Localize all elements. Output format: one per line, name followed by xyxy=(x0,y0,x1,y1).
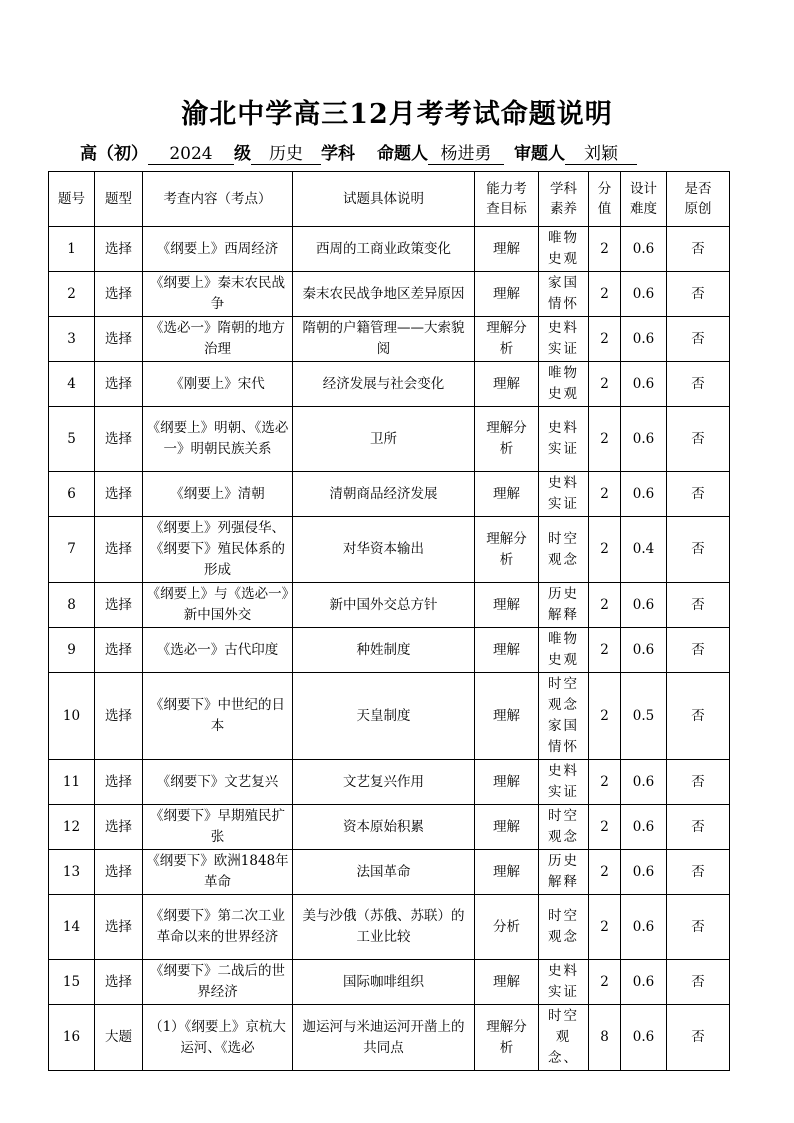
cell-no: 10 xyxy=(49,673,95,760)
cell-difficulty: 0.6 xyxy=(621,760,667,805)
table-row xyxy=(49,517,730,583)
cell-desc: 清朝商品经济发展 xyxy=(293,472,475,517)
cell-original: 否 xyxy=(667,583,730,628)
reviewer-field: 刘颖 xyxy=(565,139,637,165)
cell-type: 选择 xyxy=(95,472,143,517)
cell-content: 《纲要上》与《选必一》新中国外交 xyxy=(143,583,293,628)
cell-content: （1）《纲要上》京杭大运河、《选必 xyxy=(143,1005,293,1071)
header-difficulty: 设计难度 xyxy=(621,172,667,227)
cell-literacy: 史料实证 xyxy=(539,960,589,1005)
cell-score: 2 xyxy=(589,673,621,760)
cell-difficulty: 0.6 xyxy=(621,472,667,517)
table-row xyxy=(49,583,730,628)
cell-original: 否 xyxy=(667,960,730,1005)
cell-content: 《纲要下》第二次工业革命以来的世界经济 xyxy=(143,895,293,960)
cell-no: 12 xyxy=(49,805,95,850)
exam-meta-line xyxy=(80,139,740,165)
table-row xyxy=(49,472,730,517)
table-row xyxy=(49,317,730,362)
cell-type: 选择 xyxy=(95,673,143,760)
cell-score: 2 xyxy=(589,517,621,583)
cell-literacy: 唯物史观 xyxy=(539,227,589,272)
table-row xyxy=(49,1005,730,1071)
cell-desc: 天皇制度 xyxy=(293,673,475,760)
cell-type: 选择 xyxy=(95,227,143,272)
table-row xyxy=(49,895,730,960)
cell-literacy: 时空观念 xyxy=(539,895,589,960)
cell-original: 否 xyxy=(667,850,730,895)
cell-content: 《纲要上》列强侵华、《纲要下》殖民体系的形成 xyxy=(143,517,293,583)
cell-original: 否 xyxy=(667,362,730,407)
cell-type: 选择 xyxy=(95,960,143,1005)
cell-type: 选择 xyxy=(95,317,143,362)
exam-spec-table xyxy=(48,171,730,1071)
cell-no: 7 xyxy=(49,517,95,583)
grade-suffix-label: 级 xyxy=(234,144,251,164)
cell-desc: 迦运河与米迪运河开凿上的共同点 xyxy=(293,1005,475,1071)
cell-original: 否 xyxy=(667,895,730,960)
table-row xyxy=(49,628,730,673)
cell-desc: 国际咖啡组织 xyxy=(293,960,475,1005)
header-no: 题号 xyxy=(49,172,95,227)
cell-difficulty: 0.6 xyxy=(621,362,667,407)
cell-content: 《选必一》古代印度 xyxy=(143,628,293,673)
cell-literacy: 时空观念、 xyxy=(539,1005,589,1071)
cell-literacy: 历史解释 xyxy=(539,850,589,895)
cell-ability: 分析 xyxy=(475,895,539,960)
cell-type: 选择 xyxy=(95,895,143,960)
cell-desc: 卫所 xyxy=(293,407,475,472)
cell-original: 否 xyxy=(667,805,730,850)
cell-no: 1 xyxy=(49,227,95,272)
cell-original: 否 xyxy=(667,760,730,805)
cell-literacy: 时空观念家国情怀 xyxy=(539,673,589,760)
cell-no: 6 xyxy=(49,472,95,517)
cell-type: 选择 xyxy=(95,407,143,472)
cell-difficulty: 0.6 xyxy=(621,850,667,895)
cell-content: 《纲要上》清朝 xyxy=(143,472,293,517)
cell-difficulty: 0.6 xyxy=(621,628,667,673)
cell-literacy: 时空观念 xyxy=(539,805,589,850)
cell-original: 否 xyxy=(667,407,730,472)
cell-literacy: 唯物史观 xyxy=(539,628,589,673)
cell-score: 2 xyxy=(589,583,621,628)
cell-difficulty: 0.4 xyxy=(621,517,667,583)
cell-type: 大题 xyxy=(95,1005,143,1071)
cell-score: 2 xyxy=(589,760,621,805)
header-content: 考查内容（考点） xyxy=(143,172,293,227)
cell-original: 否 xyxy=(667,227,730,272)
header-ability: 能力考查目标 xyxy=(475,172,539,227)
cell-difficulty: 0.6 xyxy=(621,960,667,1005)
cell-ability: 理解 xyxy=(475,272,539,317)
cell-ability: 理解分析 xyxy=(475,317,539,362)
cell-no: 11 xyxy=(49,760,95,805)
cell-literacy: 史料实证 xyxy=(539,760,589,805)
cell-ability: 理解 xyxy=(475,362,539,407)
cell-desc: 美与沙俄（苏俄、苏联）的工业比较 xyxy=(293,895,475,960)
cell-type: 选择 xyxy=(95,272,143,317)
cell-difficulty: 0.6 xyxy=(621,1005,667,1071)
header-type: 题型 xyxy=(95,172,143,227)
cell-desc: 法国革命 xyxy=(293,850,475,895)
table-header-row xyxy=(49,172,730,227)
cell-score: 2 xyxy=(589,472,621,517)
header-score: 分值 xyxy=(589,172,621,227)
cell-literacy: 历史解释 xyxy=(539,583,589,628)
cell-content: 《纲要上》秦末农民战争 xyxy=(143,272,293,317)
cell-literacy: 史料实证 xyxy=(539,317,589,362)
cell-original: 否 xyxy=(667,317,730,362)
cell-content: 《纲要上》明朝、《选必一》明朝民族关系 xyxy=(143,407,293,472)
table-row xyxy=(49,272,730,317)
table-row xyxy=(49,760,730,805)
cell-desc: 种姓制度 xyxy=(293,628,475,673)
cell-type: 选择 xyxy=(95,850,143,895)
author-field: 杨进勇 xyxy=(428,139,504,165)
cell-ability: 理解分析 xyxy=(475,517,539,583)
grade-year-field: 2024 xyxy=(148,144,234,165)
table-row xyxy=(49,407,730,472)
header-literacy: 学科素养 xyxy=(539,172,589,227)
cell-no: 9 xyxy=(49,628,95,673)
cell-score: 2 xyxy=(589,895,621,960)
cell-ability: 理解分析 xyxy=(475,407,539,472)
cell-desc: 资本原始积累 xyxy=(293,805,475,850)
cell-no: 2 xyxy=(49,272,95,317)
cell-original: 否 xyxy=(667,628,730,673)
cell-ability: 理解 xyxy=(475,472,539,517)
cell-difficulty: 0.6 xyxy=(621,805,667,850)
cell-ability: 理解 xyxy=(475,227,539,272)
cell-score: 2 xyxy=(589,960,621,1005)
cell-no: 13 xyxy=(49,850,95,895)
cell-ability: 理解 xyxy=(475,805,539,850)
cell-literacy: 家国情怀 xyxy=(539,272,589,317)
cell-no: 4 xyxy=(49,362,95,407)
cell-difficulty: 0.6 xyxy=(621,583,667,628)
cell-ability: 理解 xyxy=(475,673,539,760)
cell-score: 2 xyxy=(589,272,621,317)
cell-type: 选择 xyxy=(95,760,143,805)
cell-original: 否 xyxy=(667,673,730,760)
cell-ability: 理解 xyxy=(475,583,539,628)
cell-score: 2 xyxy=(589,850,621,895)
cell-literacy: 史料实证 xyxy=(539,472,589,517)
cell-difficulty: 0.5 xyxy=(621,673,667,760)
cell-original: 否 xyxy=(667,472,730,517)
cell-no: 3 xyxy=(49,317,95,362)
cell-original: 否 xyxy=(667,272,730,317)
table-row xyxy=(49,850,730,895)
cell-content: 《纲要下》二战后的世界经济 xyxy=(143,960,293,1005)
cell-ability: 理解分析 xyxy=(475,1005,539,1071)
table-row xyxy=(49,805,730,850)
table-row xyxy=(49,362,730,407)
cell-score: 2 xyxy=(589,407,621,472)
cell-type: 选择 xyxy=(95,362,143,407)
reviewer-label: 审题人 xyxy=(514,144,565,164)
cell-type: 选择 xyxy=(95,805,143,850)
table-row xyxy=(49,673,730,760)
cell-score: 8 xyxy=(589,1005,621,1071)
cell-no: 14 xyxy=(49,895,95,960)
cell-score: 2 xyxy=(589,362,621,407)
cell-literacy: 史料实证 xyxy=(539,407,589,472)
cell-content: 《纲要下》欧洲1848年革命 xyxy=(143,850,293,895)
subject-label: 学科 xyxy=(321,144,355,164)
cell-difficulty: 0.6 xyxy=(621,317,667,362)
cell-type: 选择 xyxy=(95,583,143,628)
cell-content: 《纲要上》西周经济 xyxy=(143,227,293,272)
cell-score: 2 xyxy=(589,317,621,362)
cell-score: 2 xyxy=(589,628,621,673)
cell-desc: 新中国外交总方针 xyxy=(293,583,475,628)
cell-desc: 隋朝的户籍管理——大索貌阅 xyxy=(293,317,475,362)
cell-content: 《纲要下》早期殖民扩张 xyxy=(143,805,293,850)
author-label: 命题人 xyxy=(377,144,428,164)
cell-original: 否 xyxy=(667,517,730,583)
cell-ability: 理解 xyxy=(475,628,539,673)
grade-prefix-label: 高（初） xyxy=(80,144,148,164)
cell-type: 选择 xyxy=(95,517,143,583)
cell-ability: 理解 xyxy=(475,960,539,1005)
cell-difficulty: 0.6 xyxy=(621,227,667,272)
cell-difficulty: 0.6 xyxy=(621,272,667,317)
table-row xyxy=(49,227,730,272)
header-desc: 试题具体说明 xyxy=(293,172,475,227)
header-original: 是否原创 xyxy=(667,172,730,227)
subject-field: 历史 xyxy=(251,139,321,165)
cell-ability: 理解 xyxy=(475,850,539,895)
cell-desc: 对华资本输出 xyxy=(293,517,475,583)
cell-content: 《纲要下》文艺复兴 xyxy=(143,760,293,805)
cell-original: 否 xyxy=(667,1005,730,1071)
cell-content: 《选必一》隋朝的地方治理 xyxy=(143,317,293,362)
cell-ability: 理解 xyxy=(475,760,539,805)
cell-type: 选择 xyxy=(95,628,143,673)
page-title: 渝北中学高三12月考考试命题说明 xyxy=(181,99,613,130)
cell-content: 《刚要上》宋代 xyxy=(143,362,293,407)
cell-no: 8 xyxy=(49,583,95,628)
cell-literacy: 唯物史观 xyxy=(539,362,589,407)
table-row xyxy=(49,960,730,1005)
cell-desc: 经济发展与社会变化 xyxy=(293,362,475,407)
cell-content: 《纲要下》中世纪的日本 xyxy=(143,673,293,760)
cell-desc: 文艺复兴作用 xyxy=(293,760,475,805)
cell-difficulty: 0.6 xyxy=(621,407,667,472)
cell-score: 2 xyxy=(589,805,621,850)
cell-no: 16 xyxy=(49,1005,95,1071)
cell-desc: 西周的工商业政策变化 xyxy=(293,227,475,272)
cell-desc: 秦末农民战争地区差异原因 xyxy=(293,272,475,317)
cell-score: 2 xyxy=(589,227,621,272)
cell-literacy: 时空观念 xyxy=(539,517,589,583)
cell-no: 5 xyxy=(49,407,95,472)
cell-difficulty: 0.6 xyxy=(621,895,667,960)
cell-no: 15 xyxy=(49,960,95,1005)
